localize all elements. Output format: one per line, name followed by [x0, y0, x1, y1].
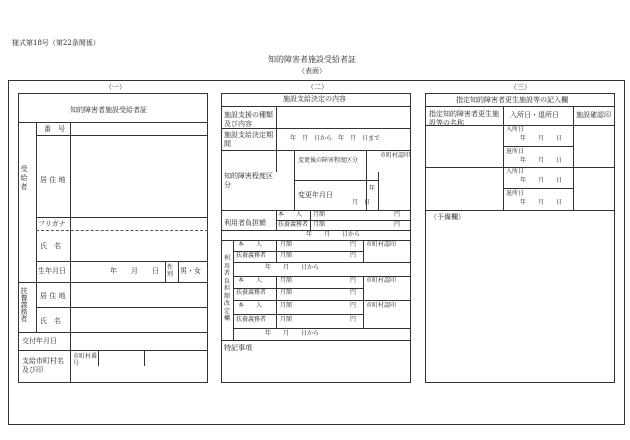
p3-facility: 指定知的障害者更生施設等の名称	[429, 110, 499, 127]
p3-confirm: 施設確認印	[576, 111, 611, 119]
p3-in-out: 入所日・退所日	[510, 111, 559, 119]
p2-change-date: 変更年月日	[298, 191, 333, 199]
panel-3-label: （三）	[510, 83, 531, 91]
p3-in-2: 入所日	[506, 168, 525, 175]
p3-ymd-2: 年 月 日	[520, 157, 563, 164]
form-subtitle: （表面）	[298, 67, 326, 75]
p1-issue-date: 交付年月日	[22, 337, 57, 345]
p1-g-name: 氏 名	[40, 317, 61, 325]
p2-md: 月 日	[352, 199, 371, 206]
p2-muni-stamp-3: 市町村認印	[366, 302, 397, 309]
p2-monthly-5: 月額	[280, 277, 293, 284]
p2-support-1: 扶養義務者	[278, 221, 309, 228]
p2-period: 施設支給決定期間	[224, 131, 273, 148]
p2-muni-stamp: 市町村認印	[380, 152, 411, 159]
p2-self-3: 本 人	[238, 277, 263, 284]
p2-monthly-8: 月額	[280, 316, 293, 323]
p2-burden: 利用者負担額	[224, 219, 266, 227]
p2-monthly-4: 月額	[280, 252, 293, 259]
p1-issuer: 支給市町村名及び印	[22, 357, 64, 374]
p1-furigana: フリガナ	[38, 220, 66, 228]
p2-special: 特記事項	[224, 344, 252, 352]
p1-name: 氏 名	[40, 242, 61, 250]
p2-monthly-7: 月額	[280, 302, 293, 309]
p2-burden-change: 利用者負担額改定欄	[224, 255, 231, 322]
p3-ymd-4: 年 月 日	[520, 199, 563, 206]
p2-muni-stamp-2: 市町村認印	[366, 277, 397, 284]
p2-from-2: 年 月 日から	[265, 264, 320, 271]
p2-self-2: 本 人	[238, 241, 263, 248]
p1-sex-value: 男・女	[180, 267, 201, 275]
p2-from-3: 年 月 日から	[265, 330, 320, 337]
p1-birth-value: 年 月 日	[110, 267, 159, 275]
p2-yen-5: 円	[350, 277, 357, 284]
form-title: 知的障害者施設受給者証	[268, 55, 356, 64]
p1-header: 知的障害者施設受給者証	[70, 106, 147, 114]
p2-support-3: 扶養義務者	[236, 289, 267, 296]
p3-header: 指定知的障害者更生施設等の記入欄	[456, 96, 568, 104]
p2-support-2: 扶養義務者	[236, 252, 267, 259]
p3-ymd-1: 年 月 日	[520, 135, 563, 142]
p3-out-2: 退所日	[506, 190, 525, 197]
p2-support-4: 扶養義務者	[236, 316, 267, 323]
p3-in-1: 入所日	[506, 126, 525, 133]
p2-yen-6: 円	[350, 289, 357, 296]
p1-birth: 生年月日	[38, 267, 66, 275]
panel-2-label: （二）	[307, 83, 328, 91]
panel-1-label: （一）	[105, 83, 126, 91]
form-number: 様式第18号（第22条関係）	[12, 39, 100, 47]
p1-muni-no: 市町村番号	[73, 353, 98, 367]
p2-self-4: 本 人	[238, 302, 263, 309]
p2-ym: 年	[369, 185, 376, 192]
p2-monthly-3: 月額	[280, 241, 293, 248]
p2-monthly-6: 月額	[280, 289, 293, 296]
p2-yen-1: 円	[394, 211, 401, 218]
p3-ymd-3: 年 月 日	[520, 177, 563, 184]
p1-g-address: 居 住 地	[40, 292, 66, 300]
p1-number: 番 号	[44, 125, 65, 133]
p2-muni-stamp-1: 市町村認印	[366, 241, 397, 248]
p2-yen-4: 円	[350, 252, 357, 259]
p2-from-1: 年 月 日から	[306, 231, 361, 238]
recipient-group: 受給者	[20, 165, 28, 192]
p3-out-1: 退所日	[506, 148, 525, 155]
p2-header: 施設支給決定の内容	[283, 95, 346, 103]
p2-self-1: 本 人	[278, 211, 303, 218]
p2-period-value: 年 月 日から 年 月 日まで	[290, 135, 381, 142]
p2-yen-3: 円	[350, 241, 357, 248]
p2-yen-2: 円	[394, 221, 401, 228]
p1-address: 居 住 地	[40, 176, 66, 184]
p3-notes: （予備欄）	[430, 213, 465, 221]
p2-monthly-2: 月額	[313, 221, 326, 228]
p2-yen-8: 円	[350, 316, 357, 323]
p2-kind: 施設支援の種類及び内容	[224, 111, 273, 128]
guardian-group: 扶養義務者	[20, 287, 28, 322]
p2-monthly-1: 月額	[313, 211, 326, 218]
p1-sex-label: 性別	[167, 264, 174, 278]
p2-disability: 知的障害程度区分	[224, 172, 273, 189]
p2-yen-7: 円	[350, 302, 357, 309]
p2-after-change: 変更後の障害程度区分	[298, 157, 359, 164]
